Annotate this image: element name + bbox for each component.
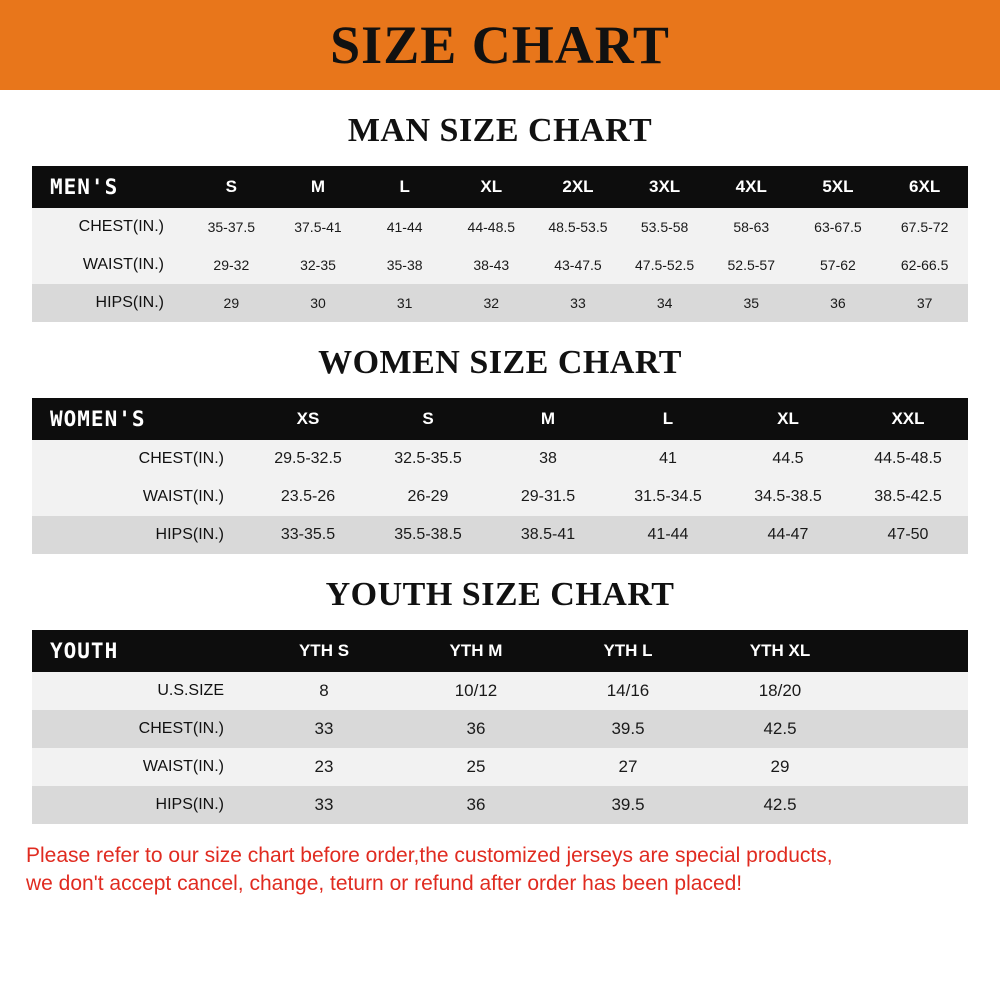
men-col-7: 5XL <box>795 166 882 208</box>
women-col-5: XXL <box>848 398 968 440</box>
youth-section <box>0 554 1000 824</box>
table-header-row <box>32 398 968 440</box>
footer-note-line-2: we don't accept cancel, change, teturn or refund after order has been placed! <box>26 871 743 895</box>
youth-row-0-label: U.S.SIZE <box>32 672 248 710</box>
men-cell-1-2: 35-38 <box>361 246 448 284</box>
men-cell-1-3: 38-43 <box>448 246 535 284</box>
men-cell-2-0: 29 <box>188 284 275 322</box>
youth-cell-2-2: 27 <box>552 748 704 786</box>
women-cell-0-1: 32.5-35.5 <box>368 440 488 478</box>
men-cell-0-0: 35-37.5 <box>188 208 275 246</box>
youth-col-spacer <box>856 630 968 672</box>
table-row <box>32 672 968 710</box>
men-cell-2-7: 36 <box>795 284 882 322</box>
women-cell-1-5: 38.5-42.5 <box>848 478 968 516</box>
youth-cell-3-1: 36 <box>400 786 552 824</box>
men-cell-1-6: 52.5-57 <box>708 246 795 284</box>
women-row-2-label: HIPS(IN.) <box>32 516 248 554</box>
youth-row-1-label: CHEST(IN.) <box>32 710 248 748</box>
youth-col-2: YTH L <box>552 630 704 672</box>
men-row-0-label: CHEST(IN.) <box>32 208 188 246</box>
men-col-4: 2XL <box>535 166 622 208</box>
women-table-header <box>32 398 968 440</box>
men-row-2-label: HIPS(IN.) <box>32 284 188 322</box>
youth-cell-3-spacer <box>856 786 968 824</box>
men-cell-2-8: 37 <box>881 284 968 322</box>
youth-cell-0-0: 8 <box>248 672 400 710</box>
men-cell-1-4: 43-47.5 <box>535 246 622 284</box>
women-cell-0-5: 44.5-48.5 <box>848 440 968 478</box>
youth-row-header-label: YOUTH <box>32 630 248 672</box>
youth-col-0: YTH S <box>248 630 400 672</box>
youth-table-header <box>32 630 968 672</box>
men-cell-0-4: 48.5-53.5 <box>535 208 622 246</box>
men-cell-2-1: 30 <box>275 284 362 322</box>
women-size-table <box>32 398 968 554</box>
men-col-3: XL <box>448 166 535 208</box>
men-cell-0-6: 58-63 <box>708 208 795 246</box>
youth-table-body <box>32 672 968 824</box>
women-section-title: WOMEN SIZE CHART <box>318 344 682 381</box>
women-cell-2-3: 41-44 <box>608 516 728 554</box>
youth-cell-1-3: 42.5 <box>704 710 856 748</box>
men-col-2: L <box>361 166 448 208</box>
youth-cell-3-2: 39.5 <box>552 786 704 824</box>
women-col-3: L <box>608 398 728 440</box>
men-cell-0-7: 63-67.5 <box>795 208 882 246</box>
men-cell-1-0: 29-32 <box>188 246 275 284</box>
table-header-row <box>32 630 968 672</box>
youth-cell-3-3: 42.5 <box>704 786 856 824</box>
men-cell-2-2: 31 <box>361 284 448 322</box>
women-cell-0-2: 38 <box>488 440 608 478</box>
youth-cell-1-spacer <box>856 710 968 748</box>
women-cell-0-3: 41 <box>608 440 728 478</box>
men-cell-2-3: 32 <box>448 284 535 322</box>
youth-cell-2-1: 25 <box>400 748 552 786</box>
men-col-6: 4XL <box>708 166 795 208</box>
table-row <box>32 710 968 748</box>
women-cell-0-4: 44.5 <box>728 440 848 478</box>
men-col-0: S <box>188 166 275 208</box>
table-row <box>32 786 968 824</box>
table-row <box>32 516 968 554</box>
men-col-1: M <box>275 166 362 208</box>
men-cell-1-7: 57-62 <box>795 246 882 284</box>
youth-cell-0-1: 10/12 <box>400 672 552 710</box>
table-row <box>32 748 968 786</box>
women-col-4: XL <box>728 398 848 440</box>
women-cell-2-1: 35.5-38.5 <box>368 516 488 554</box>
men-cell-2-6: 35 <box>708 284 795 322</box>
men-cell-1-1: 32-35 <box>275 246 362 284</box>
youth-cell-2-spacer <box>856 748 968 786</box>
youth-col-1: YTH M <box>400 630 552 672</box>
women-cell-2-5: 47-50 <box>848 516 968 554</box>
women-row-header-label: WOMEN'S <box>32 398 248 440</box>
youth-cell-0-2: 14/16 <box>552 672 704 710</box>
men-col-8: 6XL <box>881 166 968 208</box>
men-cell-0-2: 41-44 <box>361 208 448 246</box>
table-row <box>32 284 968 322</box>
men-cell-1-8: 62-66.5 <box>881 246 968 284</box>
women-cell-1-3: 31.5-34.5 <box>608 478 728 516</box>
women-table-body <box>32 440 968 554</box>
women-row-1-label: WAIST(IN.) <box>32 478 248 516</box>
youth-cell-0-spacer <box>856 672 968 710</box>
table-header-row <box>32 166 968 208</box>
table-row <box>32 208 968 246</box>
men-section <box>0 90 1000 322</box>
men-row-1-label: WAIST(IN.) <box>32 246 188 284</box>
women-col-2: M <box>488 398 608 440</box>
youth-cell-0-3: 18/20 <box>704 672 856 710</box>
men-row-header-label: MEN'S <box>32 166 188 208</box>
table-row <box>32 246 968 284</box>
youth-row-3-label: HIPS(IN.) <box>32 786 248 824</box>
men-cell-2-5: 34 <box>621 284 708 322</box>
women-cell-2-2: 38.5-41 <box>488 516 608 554</box>
youth-cell-1-0: 33 <box>248 710 400 748</box>
women-section <box>0 322 1000 554</box>
youth-cell-1-1: 36 <box>400 710 552 748</box>
youth-row-2-label: WAIST(IN.) <box>32 748 248 786</box>
footer-note <box>0 842 1000 897</box>
women-cell-1-0: 23.5-26 <box>248 478 368 516</box>
youth-size-table <box>32 630 968 824</box>
men-cell-0-3: 44-48.5 <box>448 208 535 246</box>
youth-cell-2-0: 23 <box>248 748 400 786</box>
youth-section-title: YOUTH SIZE CHART <box>325 576 675 613</box>
women-cell-2-0: 33-35.5 <box>248 516 368 554</box>
women-cell-2-4: 44-47 <box>728 516 848 554</box>
men-size-table <box>32 166 968 322</box>
men-table-body <box>32 208 968 322</box>
men-col-5: 3XL <box>621 166 708 208</box>
men-cell-2-4: 33 <box>535 284 622 322</box>
youth-cell-3-0: 33 <box>248 786 400 824</box>
youth-cell-1-2: 39.5 <box>552 710 704 748</box>
women-row-0-label: CHEST(IN.) <box>32 440 248 478</box>
banner <box>0 0 1000 90</box>
women-cell-1-1: 26-29 <box>368 478 488 516</box>
women-col-1: S <box>368 398 488 440</box>
women-cell-1-2: 29-31.5 <box>488 478 608 516</box>
men-section-title: MAN SIZE CHART <box>347 112 653 149</box>
men-cell-0-8: 67.5-72 <box>881 208 968 246</box>
men-cell-0-5: 53.5-58 <box>621 208 708 246</box>
table-row <box>32 440 968 478</box>
women-col-0: XS <box>248 398 368 440</box>
men-cell-1-5: 47.5-52.5 <box>621 246 708 284</box>
youth-cell-2-3: 29 <box>704 748 856 786</box>
youth-col-3: YTH XL <box>704 630 856 672</box>
men-cell-0-1: 37.5-41 <box>275 208 362 246</box>
women-cell-1-4: 34.5-38.5 <box>728 478 848 516</box>
page-title: SIZE CHART <box>330 15 670 75</box>
men-table-header <box>32 166 968 208</box>
table-row <box>32 478 968 516</box>
footer-note-line-1: Please refer to our size chart before order,the customized jerseys are special products, <box>26 844 833 867</box>
women-cell-0-0: 29.5-32.5 <box>248 440 368 478</box>
